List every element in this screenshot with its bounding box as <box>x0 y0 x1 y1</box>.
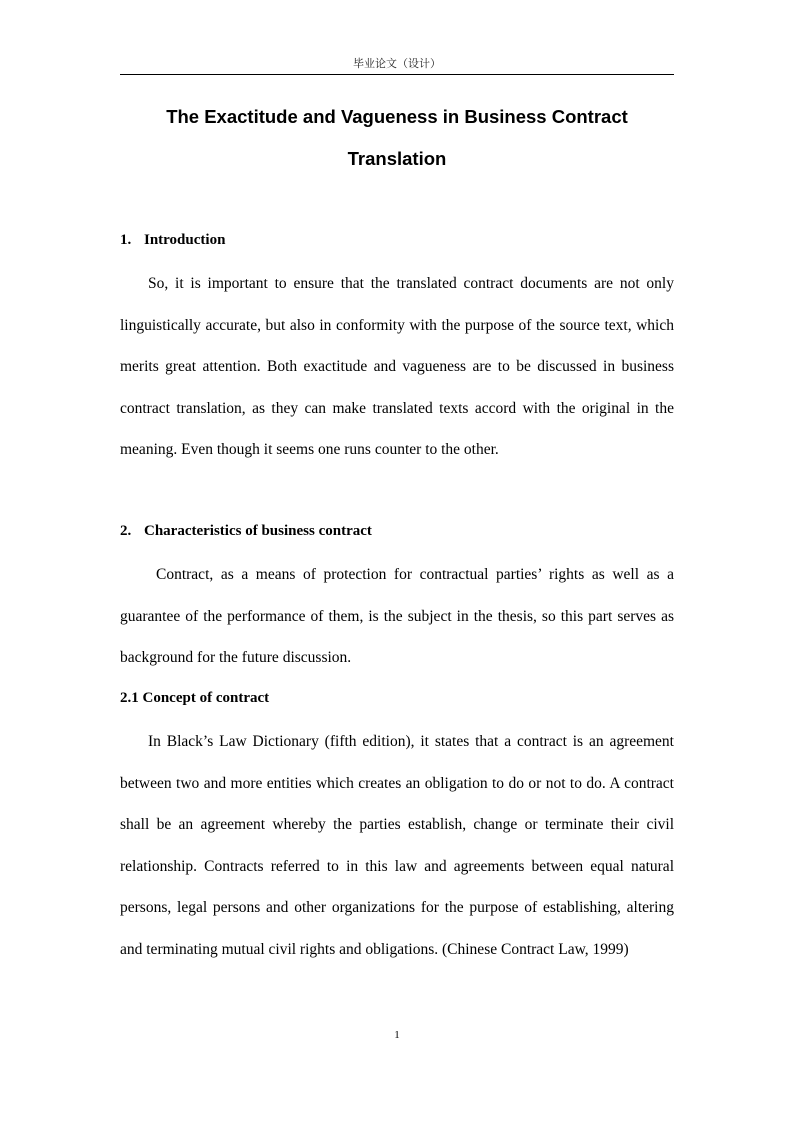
section-heading-characteristics <box>120 523 372 540</box>
section-heading-introduction <box>120 232 225 249</box>
characteristics-paragraph: Contract, as a means of protection for contractual parties’ rights as well as a guarantee of the performance of them, is the subject in the thesis, so this part serves as background for the future discussion. <box>120 566 674 667</box>
section-number: 2. <box>120 523 132 539</box>
subsection-heading-concept: 2.1 Concept of contract <box>120 690 270 706</box>
page-header: 毕业论文（设计） <box>353 57 441 70</box>
concept-paragraph: In Black’s Law Dictionary (fifth edition), it states that a contract is an agreement between two and more entities which creates an obligation to do or not to do. A contract shall be an agreement whereby the parties establish, change or terminate their civil relationship. Contracts referred to in this law and agreements between equal natural persons, legal persons and other organizations for the purpose of establishing, altering and terminating mutual civil rights and obligations. (Chinese Contract Law, 1999) <box>120 733 674 958</box>
document-title-line-2: Translation <box>347 148 447 169</box>
document-title-line-1: The Exactitude and Vagueness in Business Contract <box>166 106 628 127</box>
header-divider <box>120 74 674 75</box>
section-number: 1. <box>120 232 132 248</box>
section-title: Characteristics of business contract <box>144 523 372 539</box>
introduction-paragraph: So, it is important to ensure that the translated contract documents are not only linguistically accurate, but also in conformity with the purpose of the source text, which merits great attention. Both exactitude and vagueness are to be discussed in business contract translation, as they can make translated texts accord with the original in the meaning. Even though it seems one runs counter to the other. <box>120 275 674 459</box>
section-title: Introduction <box>144 232 226 248</box>
page-number: 1 <box>394 1029 400 1041</box>
